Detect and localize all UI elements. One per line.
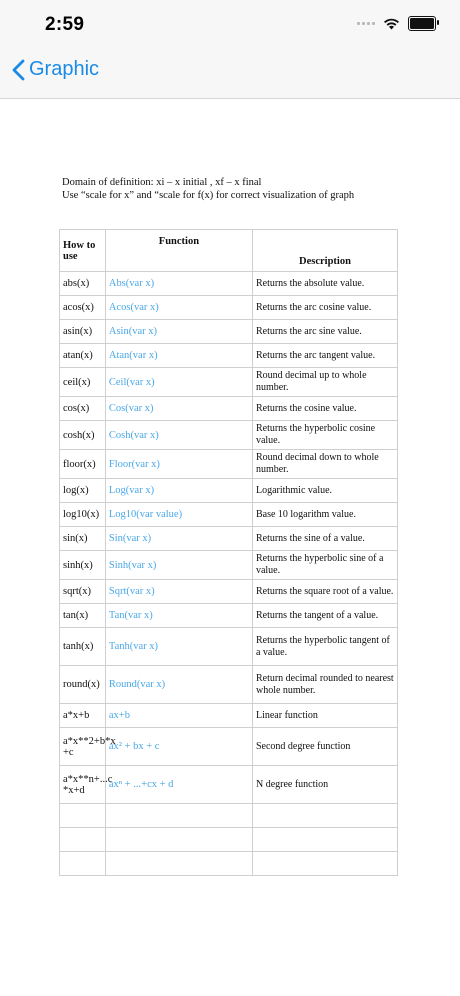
chevron-left-icon bbox=[12, 59, 25, 81]
row-function: Asin(var x) bbox=[105, 320, 252, 344]
table-row bbox=[60, 704, 398, 728]
row-description bbox=[252, 804, 397, 828]
row-how-to-use: round(x) bbox=[60, 666, 106, 704]
table-row bbox=[60, 479, 398, 503]
row-function: Ceil(var x) bbox=[105, 368, 252, 397]
row-description: Second degree function bbox=[252, 728, 397, 766]
row-function: Log(var x) bbox=[105, 479, 252, 503]
table-row bbox=[60, 527, 398, 551]
row-function: ax² + bx + c bbox=[105, 728, 252, 766]
row-function bbox=[105, 828, 252, 852]
row-function: Tanh(var x) bbox=[105, 628, 252, 666]
row-description bbox=[252, 828, 397, 852]
table-row bbox=[60, 368, 398, 397]
row-description: Round decimal up to whole number. bbox=[252, 368, 397, 397]
row-how-to-use: log(x) bbox=[60, 479, 106, 503]
table-row bbox=[60, 804, 398, 828]
row-description: Logarithmic value. bbox=[252, 479, 397, 503]
row-description: Return decimal rounded to nearest whole number. bbox=[252, 666, 397, 704]
row-how-to-use: sinh(x) bbox=[60, 551, 106, 580]
row-function: Sqrt(var x) bbox=[105, 580, 252, 604]
table-row bbox=[60, 421, 398, 450]
header-how-to-use: How to use bbox=[60, 230, 106, 272]
row-how-to-use: cosh(x) bbox=[60, 421, 106, 450]
table-row bbox=[60, 628, 398, 666]
row-how-to-use: tan(x) bbox=[60, 604, 106, 628]
row-description: Base 10 logarithm value. bbox=[252, 503, 397, 527]
intro-line-2: Use “scale for x” and “scale for f(x) for correct visualization of graph bbox=[62, 190, 355, 201]
row-function bbox=[105, 852, 252, 876]
row-description: Returns the square root of a value. bbox=[252, 580, 397, 604]
row-function: Atan(var x) bbox=[105, 344, 252, 368]
row-description: Returns the hyperbolic tangent of a value. bbox=[252, 628, 397, 666]
battery-icon bbox=[408, 16, 436, 31]
row-description: Returns the sine of a value. bbox=[252, 527, 397, 551]
row-function: Cosh(var x) bbox=[105, 421, 252, 450]
back-button[interactable] bbox=[12, 58, 99, 81]
row-how-to-use: tanh(x) bbox=[60, 628, 106, 666]
row-description: N degree function bbox=[252, 766, 397, 804]
row-function: Cos(var x) bbox=[105, 397, 252, 421]
row-function: Sin(var x) bbox=[105, 527, 252, 551]
row-how-to-use bbox=[60, 804, 106, 828]
row-how-to-use: a*x**n+...c *x+d bbox=[60, 766, 106, 804]
row-function bbox=[105, 804, 252, 828]
table-row bbox=[60, 551, 398, 580]
row-how-to-use bbox=[60, 852, 106, 876]
row-description: Returns the hyperbolic sine of a value. bbox=[252, 551, 397, 580]
row-description: Returns the tangent of a value. bbox=[252, 604, 397, 628]
table-row bbox=[60, 728, 398, 766]
row-description: Returns the hyperbolic cosine value. bbox=[252, 421, 397, 450]
table-row bbox=[60, 450, 398, 479]
row-function: Sinh(var x) bbox=[105, 551, 252, 580]
table-row bbox=[60, 766, 398, 804]
table-row bbox=[60, 604, 398, 628]
intro-text bbox=[62, 176, 354, 202]
table-row bbox=[60, 580, 398, 604]
row-description: Returns the cosine value. bbox=[252, 397, 397, 421]
table-row bbox=[60, 852, 398, 876]
table-row bbox=[60, 828, 398, 852]
wifi-icon bbox=[383, 18, 400, 30]
row-function: Tan(var x) bbox=[105, 604, 252, 628]
header-function: Function bbox=[105, 230, 252, 272]
row-description: Returns the arc sine value. bbox=[252, 320, 397, 344]
row-function: Log10(var value) bbox=[105, 503, 252, 527]
row-description bbox=[252, 852, 397, 876]
row-description: Returns the arc cosine value. bbox=[252, 296, 397, 320]
row-how-to-use: log10(x) bbox=[60, 503, 106, 527]
row-how-to-use: atan(x) bbox=[60, 344, 106, 368]
cellular-signal-icon bbox=[357, 22, 375, 25]
row-description: Round decimal down to whole number. bbox=[252, 450, 397, 479]
row-function: Floor(var x) bbox=[105, 450, 252, 479]
table-row bbox=[60, 666, 398, 704]
row-description: Returns the absolute value. bbox=[252, 272, 397, 296]
row-function: Round(var x) bbox=[105, 666, 252, 704]
row-function: axⁿ + ...+cx + d bbox=[105, 766, 252, 804]
row-description: Linear function bbox=[252, 704, 397, 728]
row-how-to-use: a*x**2+b*x +c bbox=[60, 728, 106, 766]
table-row bbox=[60, 503, 398, 527]
row-how-to-use: sin(x) bbox=[60, 527, 106, 551]
row-description: Returns the arc tangent value. bbox=[252, 344, 397, 368]
row-how-to-use bbox=[60, 828, 106, 852]
row-how-to-use: acos(x) bbox=[60, 296, 106, 320]
table-row bbox=[60, 320, 398, 344]
row-how-to-use: asin(x) bbox=[60, 320, 106, 344]
row-how-to-use: ceil(x) bbox=[60, 368, 106, 397]
table-row bbox=[60, 272, 398, 296]
row-how-to-use: abs(x) bbox=[60, 272, 106, 296]
table-row bbox=[60, 397, 398, 421]
table-row bbox=[60, 344, 398, 368]
row-how-to-use: cos(x) bbox=[60, 397, 106, 421]
row-function: Acos(var x) bbox=[105, 296, 252, 320]
status-icons bbox=[357, 16, 436, 31]
status-time: 2:59 bbox=[45, 14, 85, 35]
row-function: Abs(var x) bbox=[105, 272, 252, 296]
row-how-to-use: floor(x) bbox=[60, 450, 106, 479]
row-function: ax+b bbox=[105, 704, 252, 728]
back-button-label: Graphic bbox=[29, 58, 100, 80]
navigation-header bbox=[0, 0, 460, 99]
header-description: Description bbox=[252, 230, 397, 272]
row-how-to-use: a*x+b bbox=[60, 704, 106, 728]
row-how-to-use: sqrt(x) bbox=[60, 580, 106, 604]
function-table bbox=[59, 229, 398, 876]
intro-line-1: Domain of definition: xi – x initial , xf – x final bbox=[62, 177, 262, 188]
table-row bbox=[60, 296, 398, 320]
